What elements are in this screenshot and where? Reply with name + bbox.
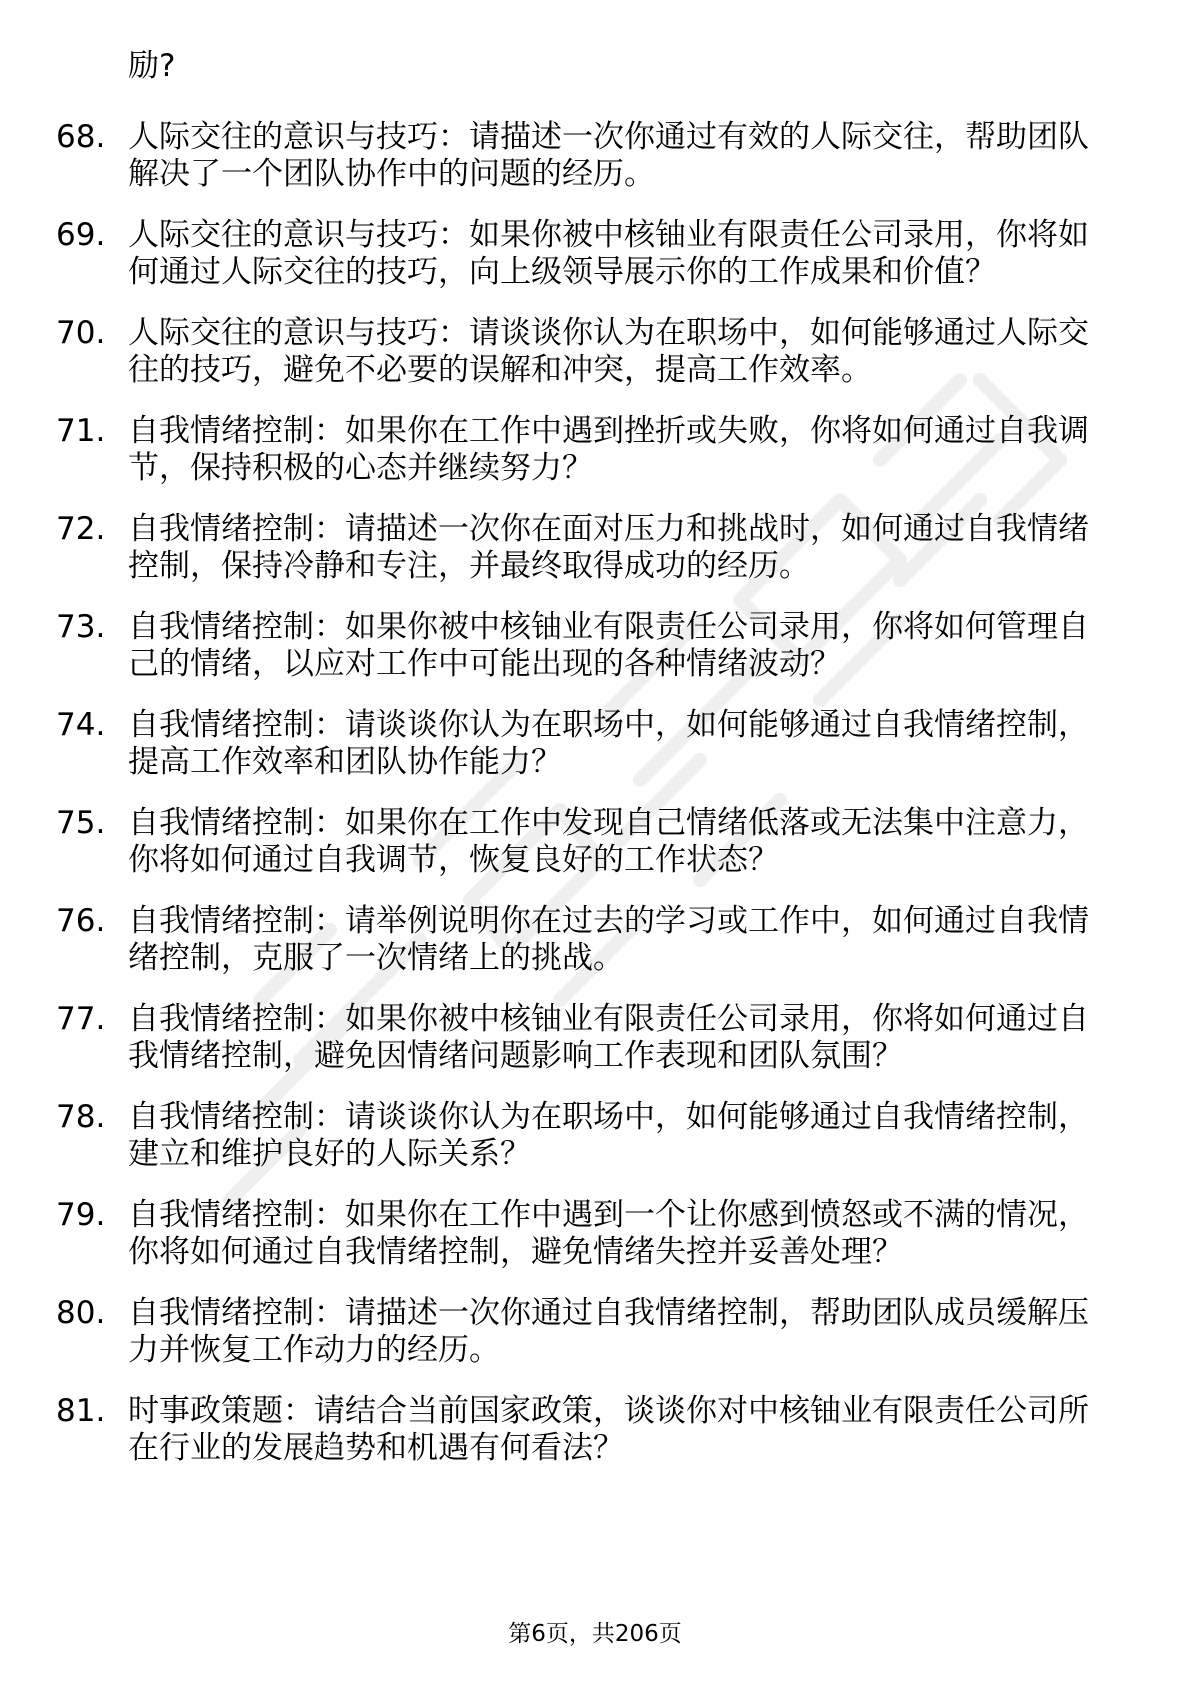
question-text: 时事政策题：请结合当前国家政策，谈谈你对中核铀业有限责任公司所在行业的发展趋势和机遇有何看法？	[128, 1393, 1089, 1466]
question-item	[0, 1393, 1190, 1467]
question-text: 人际交往的意识与技巧：请谈谈你认为在职场中，如何能够通过人际交往的技巧，避免不必要的误解和冲突，提高工作效率。	[128, 315, 1089, 388]
question-number: 81.	[56, 1393, 106, 1429]
question-item	[0, 511, 1190, 585]
question-item	[0, 315, 1190, 389]
question-text: 人际交往的意识与技巧：如果你被中核铀业有限责任公司录用，你将如何通过人际交往的技巧，向上级领导展示你的工作成果和价值？	[128, 217, 1089, 290]
question-list	[0, 119, 1190, 1491]
question-text: 自我情绪控制：请描述一次你在面对压力和挑战时，如何通过自我情绪控制，保持冷静和专注，并最终取得成功的经历。	[128, 511, 1089, 584]
question-number: 77.	[56, 1001, 106, 1037]
question-text: 自我情绪控制：请谈谈你认为在职场中，如何能够通过自我情绪控制，提高工作效率和团队协作能力？	[128, 707, 1089, 780]
question-number: 71.	[56, 413, 106, 449]
continuation-line: 励?	[128, 48, 176, 84]
question-number: 74.	[56, 707, 106, 743]
question-text: 自我情绪控制：请谈谈你认为在职场中，如何能够通过自我情绪控制，建立和维护良好的人际关系？	[128, 1099, 1089, 1172]
question-text: 自我情绪控制：如果你在工作中发现自己情绪低落或无法集中注意力，你将如何通过自我调节，恢复良好的工作状态？	[128, 805, 1089, 878]
question-number: 68.	[56, 119, 106, 155]
question-number: 73.	[56, 609, 106, 645]
question-item	[0, 1099, 1190, 1173]
page-footer: 第6页，共206页	[508, 1621, 682, 1647]
question-text: 自我情绪控制：如果你在工作中遇到挫折或失败，你将如何通过自我调节，保持积极的心态并继续努力？	[128, 413, 1089, 486]
question-number: 78.	[56, 1099, 106, 1135]
question-number: 72.	[56, 511, 106, 547]
question-number: 76.	[56, 903, 106, 939]
question-number: 69.	[56, 217, 106, 253]
question-number: 70.	[56, 315, 106, 351]
question-text: 自我情绪控制：如果你被中核铀业有限责任公司录用，你将如何管理自己的情绪，以应对工作中可能出现的各种情绪波动？	[128, 609, 1089, 682]
question-item	[0, 707, 1190, 781]
question-text: 自我情绪控制：请描述一次你通过自我情绪控制，帮助团队成员缓解压力并恢复工作动力的经历。	[128, 1295, 1089, 1368]
question-text: 自我情绪控制：请举例说明你在过去的学习或工作中，如何通过自我情绪控制，克服了一次情绪上的挑战。	[128, 903, 1089, 976]
question-item	[0, 1197, 1190, 1271]
question-item	[0, 1001, 1190, 1075]
question-item	[0, 413, 1190, 487]
question-text: 自我情绪控制：如果你在工作中遇到一个让你感到愤怒或不满的情况，你将如何通过自我情绪控制，避免情绪失控并妥善处理？	[128, 1197, 1089, 1270]
question-item	[0, 1295, 1190, 1369]
question-item	[0, 805, 1190, 879]
question-number: 79.	[56, 1197, 106, 1233]
question-text: 人际交往的意识与技巧：请描述一次你通过有效的人际交往，帮助团队解决了一个团队协作中的问题的经历。	[128, 119, 1089, 192]
question-number: 80.	[56, 1295, 106, 1331]
question-item	[0, 903, 1190, 977]
question-item	[0, 609, 1190, 683]
question-item	[0, 217, 1190, 291]
question-number: 75.	[56, 805, 106, 841]
question-text: 自我情绪控制：如果你被中核铀业有限责任公司录用，你将如何通过自我情绪控制，避免因情绪问题影响工作表现和团队氛围？	[128, 1001, 1089, 1074]
question-item	[0, 119, 1190, 193]
